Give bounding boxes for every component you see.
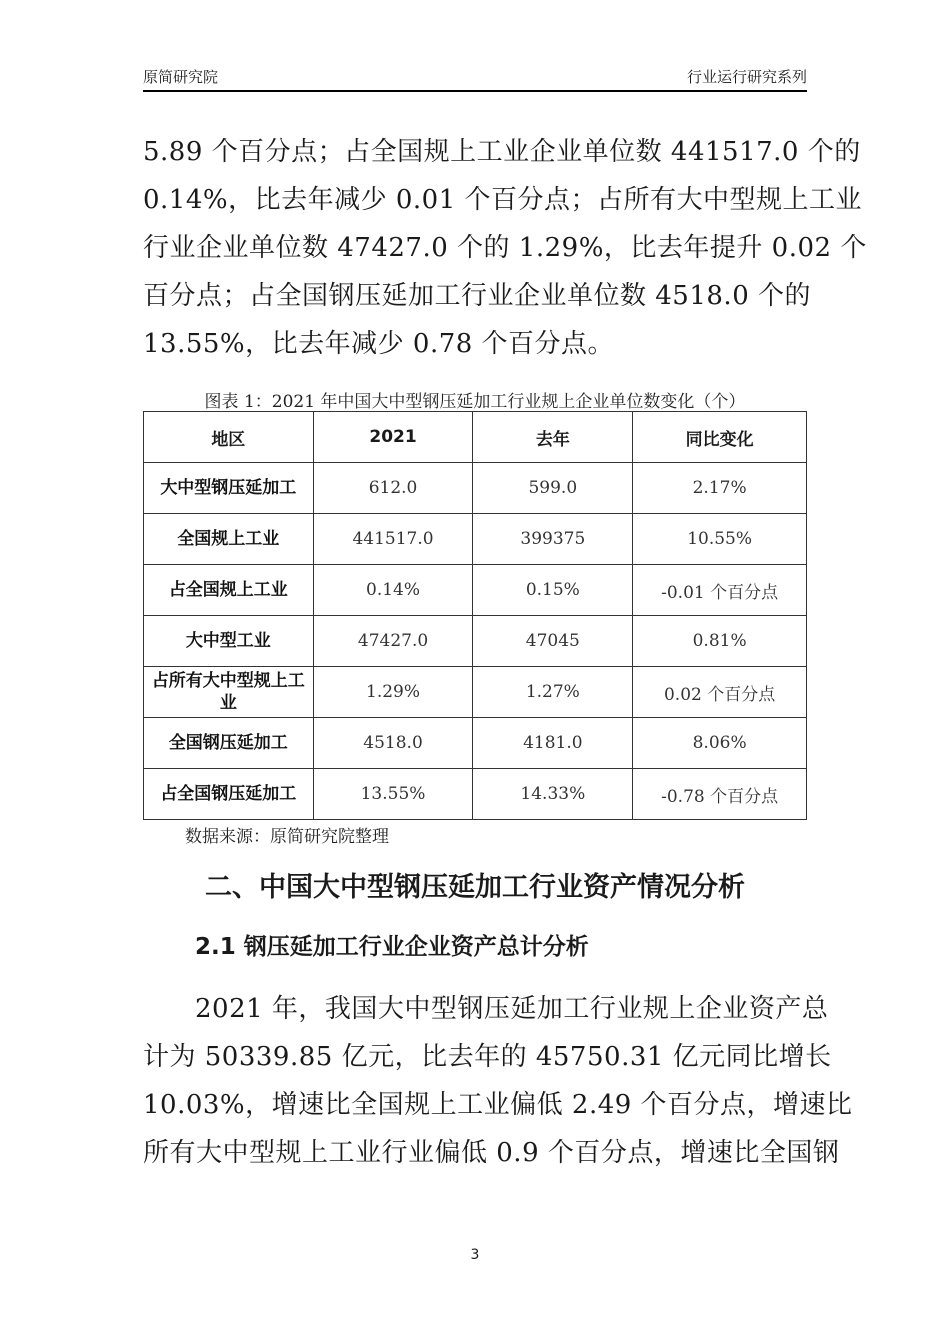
column-header-region: 地区 <box>144 412 314 463</box>
cell-yoy-change: 10.55% <box>633 514 807 565</box>
subsection-heading: 2.1 钢压延加工行业企业资产总计分析 <box>195 934 589 960</box>
cell-2021: 1.29% <box>313 667 473 718</box>
cell-yoy-change: -0.78 个百分点 <box>633 769 807 820</box>
paragraph-line: 所有大中型规上工业行业偏低 0.9 个百分点，增速比全国钢 <box>143 1138 840 1168</box>
cell-2021: 4518.0 <box>313 718 473 769</box>
paragraph-line: 13.55%，比去年减少 0.78 个百分点。 <box>143 329 615 359</box>
cell-2021: 0.14% <box>313 565 473 616</box>
table-row <box>144 718 807 769</box>
cell-yoy-change: 0.81% <box>633 616 807 667</box>
table-row <box>144 514 807 565</box>
row-label: 全国钢压延加工 <box>144 718 314 769</box>
paragraph-line: 百分点；占全国钢压延加工行业企业单位数 4518.0 个的 <box>143 281 812 311</box>
paragraph-line: 计为 50339.85 亿元，比去年的 45750.31 亿元同比增长 <box>143 1042 832 1072</box>
cell-2021: 47427.0 <box>313 616 473 667</box>
row-label: 占全国规上工业 <box>144 565 314 616</box>
table-row <box>144 463 807 514</box>
cell-last-year: 1.27% <box>473 667 633 718</box>
paragraph-line: 行业企业单位数 47427.0 个的 1.29%，比去年提升 0.02 个 <box>143 233 867 263</box>
page-number: 3 <box>470 1247 480 1263</box>
paragraph-unit-count <box>143 128 867 368</box>
table-header-row <box>144 412 807 463</box>
cell-2021: 612.0 <box>313 463 473 514</box>
section-heading: 二、中国大中型钢压延加工行业资产情况分析 <box>205 872 745 903</box>
table-row <box>144 565 807 616</box>
column-header-last-year: 去年 <box>473 412 633 463</box>
cell-last-year: 0.15% <box>473 565 633 616</box>
header-series-name: 行业运行研究系列 <box>686 68 807 86</box>
cell-last-year: 14.33% <box>473 769 633 820</box>
cell-2021: 13.55% <box>313 769 473 820</box>
row-label: 占全国钢压延加工 <box>144 769 314 820</box>
paragraph-assets <box>143 985 853 1177</box>
cell-last-year: 47045 <box>473 616 633 667</box>
column-header-yoy-change: 同比变化 <box>633 412 807 463</box>
table-source-note: 数据来源：原简研究院整理 <box>185 827 389 847</box>
cell-last-year: 4181.0 <box>473 718 633 769</box>
row-label: 全国规上工业 <box>144 514 314 565</box>
paragraph-line: 5.89 个百分点；占全国规上工业企业单位数 441517.0 个的 <box>143 137 861 167</box>
table-row <box>144 667 807 718</box>
row-label: 大中型工业 <box>144 616 314 667</box>
header-org-name: 原简研究院 <box>143 68 219 86</box>
cell-yoy-change: 0.02 个百分点 <box>633 667 807 718</box>
cell-yoy-change: 8.06% <box>633 718 807 769</box>
table-row <box>144 769 807 820</box>
paragraph-line: 0.14%，比去年减少 0.01 个百分点；占所有大中型规上工业 <box>143 185 863 215</box>
row-label: 占所有大中型规上工业 <box>144 667 314 718</box>
table-row <box>144 616 807 667</box>
paragraph-line: 2021 年，我国大中型钢压延加工行业规上企业资产总 <box>195 994 829 1024</box>
row-label: 大中型钢压延加工 <box>144 463 314 514</box>
cell-last-year: 599.0 <box>473 463 633 514</box>
unit-count-table <box>143 411 807 820</box>
column-header-2021: 2021 <box>313 412 473 463</box>
cell-yoy-change: 2.17% <box>633 463 807 514</box>
cell-last-year: 399375 <box>473 514 633 565</box>
cell-2021: 441517.0 <box>313 514 473 565</box>
cell-yoy-change: -0.01 个百分点 <box>633 565 807 616</box>
table-caption: 图表 1：2021 年中国大中型钢压延加工行业规上企业单位数变化（个） <box>204 392 746 412</box>
page-header <box>143 62 807 92</box>
paragraph-line: 10.03%，增速比全国规上工业偏低 2.49 个百分点，增速比 <box>143 1090 853 1120</box>
